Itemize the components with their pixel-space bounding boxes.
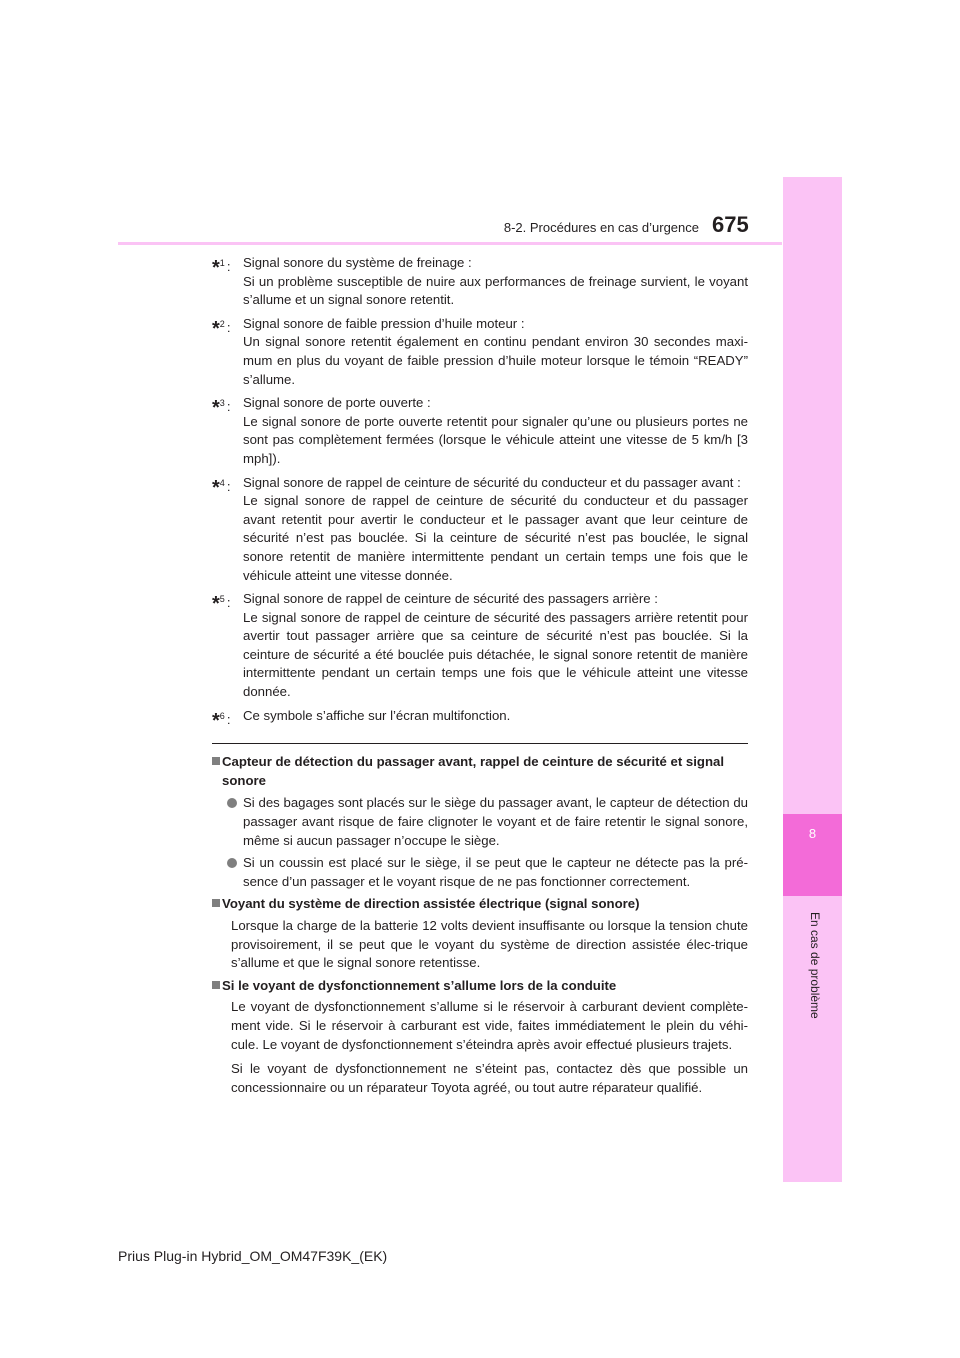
page-number: 675 bbox=[712, 212, 749, 237]
section-heading-text: Voyant du système de direction assistée électrique (signal sonore) bbox=[222, 896, 640, 912]
section-heading bbox=[212, 753, 748, 790]
footnote-title: Signal sonore de rappel de ceinture de sécurité des passagers arrière : bbox=[243, 591, 658, 607]
footnote bbox=[212, 394, 748, 468]
footnote-colon: : bbox=[226, 711, 231, 727]
chapter-number: 8 bbox=[808, 826, 817, 841]
square-bullet-icon bbox=[212, 757, 220, 765]
footnote-star: * bbox=[212, 709, 220, 732]
footnote bbox=[212, 707, 748, 730]
footnote-title: Signal sonore de rappel de ceinture de sécurité du conducteur et du passager avant : bbox=[243, 474, 741, 490]
bullet-item bbox=[212, 794, 748, 850]
section-title: 8-2. Procédures en cas d’urgence bbox=[503, 220, 699, 235]
section-heading-text: Capteur de détection du passager avant, rappel de ceinture de sécurité et signal sonore bbox=[222, 754, 725, 788]
footnote-star: * bbox=[212, 476, 220, 499]
footnote-number: 4 bbox=[219, 477, 225, 488]
footnote-colon: : bbox=[226, 595, 231, 611]
bullet-item bbox=[212, 854, 748, 891]
paragraph: Le voyant de dysfonctionnement s’allume si le réservoir à carburant devient complète-ment vide. Si le réservoir à carburant est vide, faites immédiatement le plein du véhi-cule. Le voyant de dysfonctionnement s’éteindra après avoir effectué plusieurs trajets. bbox=[231, 999, 748, 1052]
footnote-text: Le signal sonore de porte ouverte retentit pour signaler qu’une ou plusieurs portes ne sont pas complètement fermées (lorsque le véhicule atteint une vitesse de 5 km/h [3 mph]). bbox=[243, 413, 748, 466]
paragraph: Lorsque la charge de la batterie 12 volts devient insuffisante ou lorsque la tension chute provisoirement, il se peut que le voyant du système de direction assistée élec-trique s’allume et que le signal sonore retentisse. bbox=[231, 918, 748, 971]
bullet-text: Si des bagages sont placés sur le siège du passager avant, le capteur de détection du passager avant risque de faire clignoter le voyant et de faire retentir le signal sonore, même si aucun passager n’occupe le siège. bbox=[243, 795, 748, 848]
footnote-colon: : bbox=[226, 259, 231, 274]
footnote-star: * bbox=[212, 397, 220, 420]
footnote-text: Le signal sonore de rappel de ceinture de sécurité du conducteur et du passager avant retentit pour avertir le conducteur et le passager avant que leur ceinture de sécurité n’est pas bouclée. Si la ceinture de sécurité n’est pas bouclée, le signal sonore retentit de manière intermittente pendant un certain temps une fois que le véhicule atteint une vitesse donnée. bbox=[243, 493, 748, 583]
footnote-marker bbox=[212, 707, 243, 730]
footnote-number: 5 bbox=[219, 594, 225, 605]
footnote-number: 1 bbox=[219, 258, 225, 268]
round-bullet-icon bbox=[227, 858, 237, 868]
footnote-text: Un signal sonore retentit également en continu pendant environ 30 secondes maxi-mum en plus du voyant de faible pression d’huile moteur lorsque le témoin “READY” s’allume. bbox=[243, 334, 748, 387]
footnote-colon: : bbox=[226, 399, 231, 415]
footnote-colon: : bbox=[226, 478, 231, 494]
footnote-star: * bbox=[212, 257, 220, 279]
footnote-text: Le signal sonore de rappel de ceinture de sécurité des passagers arrière retentit pour avertir tout passager arrière que sa ceinture de sécurité n’est pas bouclée. Si la ceinture de sécurité a été bouclée puis détachée, le signal sonore retentit de manière intermittente pendant un certain temps une fois que le véhicule atteint une vitesse donnée. bbox=[243, 609, 748, 700]
footnote-title: Signal sonore de porte ouverte : bbox=[243, 395, 431, 411]
footnote-colon: : bbox=[226, 319, 231, 335]
section-heading bbox=[212, 977, 748, 996]
footer-doc-id: Prius Plug-in Hybrid_OM_OM47F39K_(EK) bbox=[118, 1248, 388, 1264]
section-heading-text: Si le voyant de dysfonctionnement s’allume lors de la conduite bbox=[222, 977, 617, 993]
footnote-number: 6 bbox=[219, 710, 225, 721]
footnote-marker bbox=[212, 394, 243, 468]
header-rule bbox=[118, 242, 782, 245]
square-bullet-icon bbox=[212, 899, 220, 907]
section-divider bbox=[212, 743, 748, 744]
footnote-title: Signal sonore du système de freinage : bbox=[243, 255, 472, 270]
footnote bbox=[212, 254, 748, 310]
bullet-text: Si un coussin est placé sur le siège, il se peut que le capteur ne détecte pas la pré-sence d’un passager et le voyant risque de ne pas fonctionner correctement. bbox=[243, 855, 748, 889]
footnote bbox=[212, 474, 748, 586]
paragraph: Si le voyant de dysfonctionnement ne s’éteint pas, contactez dès que possible un concessionnaire ou un réparateur Toyota agréé, ou tout autre réparateur qualifié. bbox=[231, 1061, 748, 1095]
footnote-title: Signal sonore de faible pression d’huile moteur : bbox=[243, 315, 525, 331]
footnote-star: * bbox=[212, 593, 220, 616]
page-content bbox=[212, 254, 748, 1097]
chapter-side-tab bbox=[783, 177, 842, 1182]
footnote-title: Ce symbole s’affiche sur l’écran multifonction. bbox=[243, 707, 511, 723]
footnote-marker bbox=[212, 474, 243, 586]
section-heading bbox=[212, 895, 748, 914]
square-bullet-icon bbox=[212, 981, 220, 989]
footnote-marker bbox=[212, 590, 243, 702]
footnote-number: 3 bbox=[219, 398, 225, 409]
footnote-number: 2 bbox=[219, 318, 225, 329]
chapter-label: En cas de problème bbox=[808, 912, 822, 1019]
round-bullet-icon bbox=[227, 798, 237, 808]
footnote-star: * bbox=[212, 317, 220, 340]
footnote-text: Si un problème susceptible de nuire aux performances de freinage survient, le voyant s’allume et un signal sonore retentit. bbox=[243, 273, 748, 308]
footnote-marker bbox=[212, 254, 243, 310]
footnote bbox=[212, 590, 748, 702]
footnote-marker bbox=[212, 315, 243, 389]
footnote bbox=[212, 315, 748, 389]
